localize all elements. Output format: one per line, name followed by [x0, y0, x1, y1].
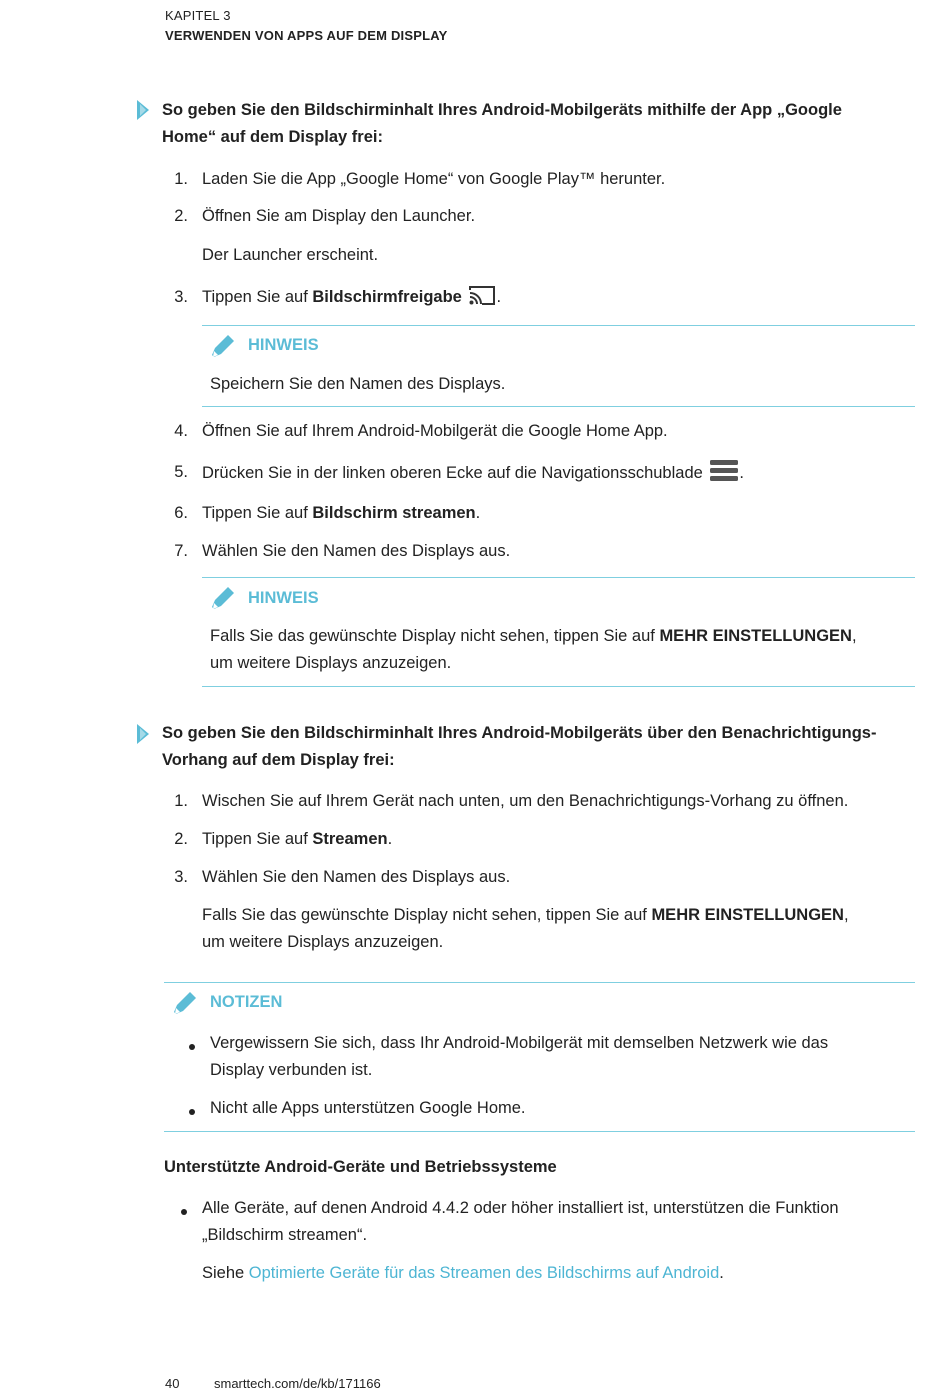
- note-bottom-rule: [202, 686, 915, 687]
- chapter-label: KAPITEL 3: [165, 8, 231, 23]
- task-arrow-icon: [136, 723, 150, 745]
- bullet: [189, 1044, 195, 1050]
- step-number: 3.: [174, 868, 188, 886]
- notes-bottom-rule: [164, 1131, 915, 1132]
- notes-item: Vergewissern Sie sich, dass Ihr Android-Mobilgerät mit demselben Netzwerk wie das: [210, 1034, 829, 1052]
- note-title: HINWEIS: [248, 589, 319, 607]
- see-also: Siehe Optimierte Geräte für das Streamen des Bildschirms auf Android.: [202, 1264, 724, 1282]
- note-bottom-rule: [202, 406, 915, 407]
- ui-term: Bildschirm streamen: [312, 504, 476, 522]
- step-text: Tippen Sie auf Streamen.: [202, 830, 393, 848]
- step-number: 3.: [174, 288, 188, 306]
- pencil-icon: [209, 586, 237, 612]
- task-heading: So geben Sie den Bildschirminhalt Ihres Android-Mobilgeräts mithilfe der App „Google Home“ auf dem Display frei:: [162, 101, 842, 146]
- step-text: Tippen Sie auf Bildschirm streamen.: [202, 504, 481, 522]
- bullet: [181, 1209, 187, 1215]
- ui-term: MEHR EINSTELLUNGEN: [659, 627, 852, 645]
- ui-term: Bildschirmfreigabe: [312, 288, 462, 306]
- notes-item: Nicht alle Apps unterstützen Google Home.: [210, 1099, 526, 1117]
- task-arrow-icon: [136, 99, 150, 121]
- step-number: 4.: [174, 422, 188, 440]
- step-number: 1.: [174, 170, 188, 188]
- cast-icon: [468, 284, 496, 306]
- step-number: 2.: [174, 207, 188, 225]
- step-text: Drücken Sie in der linken oberen Ecke auf die Navigationsschublade .: [202, 459, 744, 487]
- step-text: Öffnen Sie am Display den Launcher.: [202, 207, 476, 225]
- step-text: Wischen Sie auf Ihrem Gerät nach unten, um den Benachrichtigungs-Vorhang zu öffnen.: [202, 792, 849, 810]
- step-followup: Falls Sie das gewünschte Display nicht sehen, tippen Sie auf MEHR EINSTELLUNGEN,: [202, 906, 849, 924]
- note-top-rule: [202, 577, 915, 578]
- page-number: 40: [165, 1376, 180, 1391]
- see-also-link[interactable]: Optimierte Geräte für das Streamen des Bildschirms auf Android: [248, 1264, 720, 1282]
- step-text: Laden Sie die App „Google Home“ von Google Play™ herunter.: [202, 170, 666, 188]
- list-item: „Bildschirm streamen“.: [202, 1226, 368, 1244]
- pencil-icon: [171, 991, 199, 1017]
- step-text: Wählen Sie den Namen des Displays aus.: [202, 542, 511, 560]
- section-heading: Unterstützte Android-Geräte und Betriebssysteme: [164, 1158, 557, 1176]
- step-followup: um weitere Displays anzuzeigen.: [202, 933, 444, 951]
- note-title: HINWEIS: [248, 336, 319, 354]
- footer-url[interactable]: smarttech.com/de/kb/171166: [214, 1376, 381, 1391]
- note-text: um weitere Displays anzuzeigen.: [210, 654, 452, 672]
- hamburger-menu-icon: [709, 459, 739, 481]
- step-number: 5.: [174, 463, 188, 481]
- notes-title: NOTIZEN: [210, 993, 283, 1011]
- note-text: Falls Sie das gewünschte Display nicht sehen, tippen Sie auf MEHR EINSTELLUNGEN,: [210, 627, 857, 645]
- step-text: Tippen Sie auf Bildschirmfreigabe .: [202, 284, 501, 311]
- note-top-rule: [202, 325, 915, 326]
- ui-term: MEHR EINSTELLUNGEN: [651, 906, 844, 924]
- step-number: 1.: [174, 792, 188, 810]
- step-text: Wählen Sie den Namen des Displays aus.: [202, 868, 511, 886]
- notes-item: Display verbunden ist.: [210, 1061, 373, 1079]
- step-text: Öffnen Sie auf Ihrem Android-Mobilgerät die Google Home App.: [202, 422, 668, 440]
- pencil-icon: [209, 334, 237, 360]
- chapter-title: VERWENDEN VON APPS AUF DEM DISPLAY: [165, 28, 448, 43]
- bullet: [189, 1109, 195, 1115]
- step-number: 7.: [174, 542, 188, 560]
- task-heading: So geben Sie den Bildschirminhalt Ihres Android-Mobilgeräts über den Benachrichtigungs- Vorhang auf dem Display frei:: [162, 724, 877, 769]
- list-item: Alle Geräte, auf denen Android 4.4.2 oder höher installiert ist, unterstützen die Funktion: [202, 1199, 839, 1217]
- note-text: Speichern Sie den Namen des Displays.: [210, 375, 506, 393]
- step-result: Der Launcher erscheint.: [202, 246, 379, 264]
- ui-term: Streamen: [312, 830, 388, 848]
- step-number: 2.: [174, 830, 188, 848]
- step-number: 6.: [174, 504, 188, 522]
- notes-top-rule: [164, 982, 915, 983]
